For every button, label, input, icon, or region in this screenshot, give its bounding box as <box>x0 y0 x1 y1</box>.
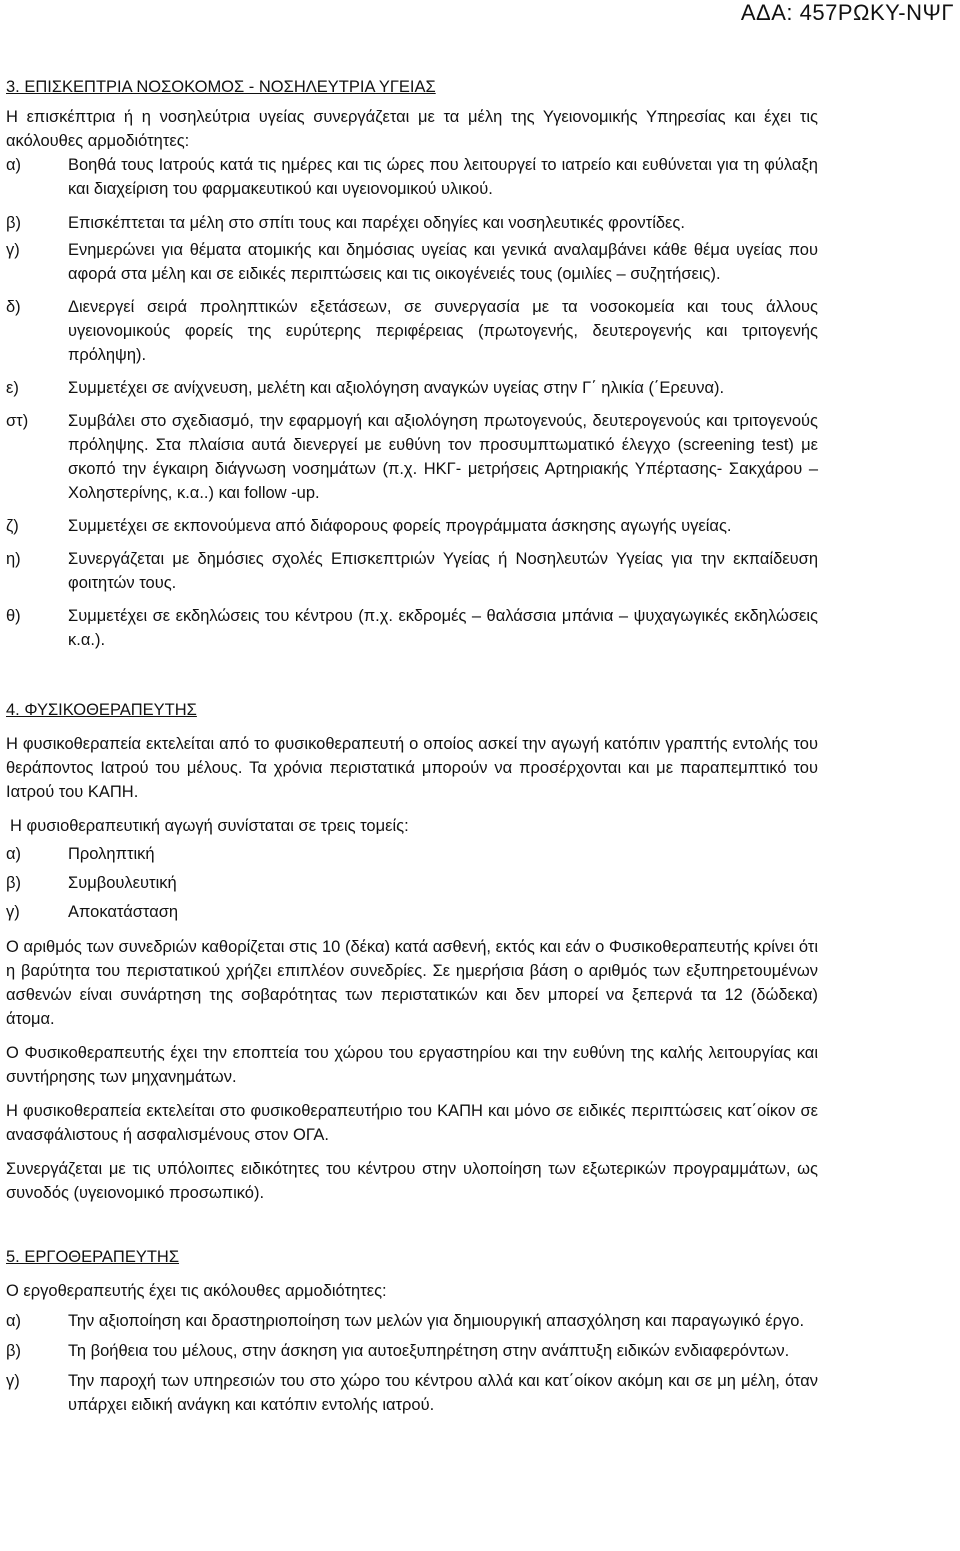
section4-para2: Η φυσιοθεραπευτική αγωγή συνίσταται σε τρεις τομείς: <box>10 817 409 835</box>
item-label: η) <box>6 550 21 568</box>
item-text: Συμβάλει στο σχεδιασμό, την εφαρμογή και αξιολόγηση πρωτογενούς, δευτερογενούς και τριτογενούς πρόληψης. Στα πλαίσια αυτά διενεργεί με ευθύνη τον προσυμπτωματικό έλεγχο (screening test) με σκοπό την έγκαιρη διάγνωση νοσημάτων (π.χ. ΗΚΓ- μετρήσεις Αρτηριακής Υπέρτασης- Σακχάρου – Χοληστερίνης, κ.α..) και follow -up. <box>68 412 818 502</box>
item-label: β) <box>6 214 21 232</box>
item-text: Συμμετέχει σε εκδηλώσεις του κέντρου (π.χ. εκδρομές – θαλάσσια μπάνια – ψυχαγωγικές εκδηλώσεις κ.α.). <box>68 607 818 649</box>
item-text: Συμβουλευτική <box>68 874 177 892</box>
item-text: Την αξιοποίηση και δραστηριοποίηση των μελών για δημιουργική απασχόληση και παραγωγικό έργο. <box>68 1312 805 1330</box>
section3-item <box>6 604 818 652</box>
item-text: Την παροχή των υπηρεσιών του στο χώρο του κέντρου αλλά και κατ΄οίκον ακόμη και σε μη μέλη, όταν υπάρχει ειδική ανάγκη και κατόπιν εντολής ιατρού. <box>68 1372 818 1414</box>
item-label: γ) <box>6 1372 20 1390</box>
item-label: β) <box>6 1342 21 1360</box>
section5-heading: 5. ΕΡΓΟΘΕΡΑΠΕΥΤΗΣ <box>6 1248 180 1266</box>
item-text: Ενημερώνει για θέματα ατομικής και δημόσιας υγείας και γενικά αναλαμβάνει κάθε θέμα υγείας που αφορά στα μέλη και σε ειδικές περιπτώσεις και τις οικογένειές τους (ομιλίες – συζητήσεις). <box>68 241 818 283</box>
item-text: Προληπτική <box>68 845 155 863</box>
sector-item <box>6 871 818 895</box>
item-text: Διενεργεί σειρά προληπτικών εξετάσεων, σε συνεργασία με τα νοσοκομεία και τους άλλους υγειονομικούς φορείς της ευρύτερης περιφέρειας (πρωτογενής, δευτερογενής και τριτογενής πρόληψη). <box>68 298 818 364</box>
item-text: Τη βοήθεια του μέλους, στην άσκηση για αυτοεξυπηρέτηση στην ανάπτυξη ειδικών ενδιαφερόντων. <box>68 1342 790 1360</box>
item-label: δ) <box>6 298 21 316</box>
section3-heading: 3. ΕΠΙΣΚΕΠΤΡΙΑ ΝΟΣΟΚΟΜΟΣ - ΝΟΣΗΛΕΥΤΡΙΑ ΥΓΕΙΑΣ <box>6 78 436 96</box>
ada-code: ΑΔΑ: 457ΡΩΚΥ-ΝΨΓ <box>740 0 954 25</box>
section3-item <box>6 238 818 286</box>
item-label: α) <box>6 845 22 863</box>
document-page <box>6 75 818 1417</box>
section4-heading: 4. ΦΥΣΙΚΟΘΕΡΑΠΕΥΤΗΣ <box>6 701 197 719</box>
item-label: ε) <box>6 379 19 397</box>
section4-para6: Συνεργάζεται με τις υπόλοιπες ειδικότητες του κέντρου στην υλοποίηση των εξωτερικών προγραμμάτων, ως συνοδός (υγειονομικό προσωπικό). <box>6 1160 818 1202</box>
section4-para1: Η φυσικοθεραπεία εκτελείται από το φυσικοθεραπευτή ο οποίος ασκεί την αγωγή κατόπιν γραπτής εντολής του θεράποντος Ιατρού του μέλους. Τα χρόνια περιστατικά μπορούν να προσέρχονται και με παραπεμπτικό του Ιατρού του ΚΑΠΗ. <box>6 735 818 801</box>
item-label: γ) <box>6 903 20 921</box>
section5-intro: Ο εργοθεραπευτής έχει τις ακόλουθες αρμοδιότητες: <box>6 1282 387 1300</box>
section5-item <box>6 1309 818 1333</box>
item-label: ζ) <box>6 517 19 535</box>
item-text: Βοηθά τους Ιατρούς κατά τις ημέρες και τις ώρες που λειτουργεί το ιατρείο και ευθύνεται για τη φύλαξη και διαχείριση του φαρμακευτικού και υγειονομικού υλικού. <box>68 156 818 198</box>
section5-item <box>6 1369 818 1417</box>
section3-item <box>6 211 818 235</box>
item-label: στ) <box>6 412 29 430</box>
item-text: Συνεργάζεται με δημόσιες σχολές Επισκεπτριών Υγείας ή Νοσηλευτών Υγείας για την εκπαίδευση φοιτητών τους. <box>68 550 818 592</box>
item-text: Αποκατάσταση <box>68 903 179 921</box>
item-label: γ) <box>6 241 20 259</box>
sector-item <box>6 900 818 924</box>
section3-item <box>6 376 818 400</box>
item-label: θ) <box>6 607 21 625</box>
item-label: α) <box>6 156 22 174</box>
item-label: α) <box>6 1312 22 1330</box>
section4-para4: Ο Φυσικοθεραπευτής έχει την εποπτεία του χώρου του εργαστηρίου και την ευθύνη της καλής λειτουργίας και συντήρησης των μηχανημάτων. <box>6 1044 818 1086</box>
section3-item <box>6 409 818 505</box>
section4-para5: Η φυσικοθεραπεία εκτελείται στο φυσικοθεραπευτήριο του ΚΑΠΗ και μόνο σε ειδικές περιπτώσεις κατ΄οίκον σε ανασφάλιστους ή ασφαλισμένους στον ΟΓΑ. <box>6 1102 818 1144</box>
item-label: β) <box>6 874 21 892</box>
section3-item <box>6 295 818 367</box>
section4-para3: Ο αριθμός των συνεδριών καθορίζεται στις 10 (δέκα) κατά ασθενή, εκτός και εάν ο Φυσικοθεραπευτής κρίνει ότι η βαρύτητα του περιστατικού χρήζει επιπλέον συνεδρίες. Σε ημερήσια βάση ο αριθμός των εξυπηρετουμένων ασθενών είναι συνάρτηση της σοβαρότητας των περιστατικών και δεν μπορεί να ξεπερνά τα 12 (δώδεκα) άτομα. <box>6 938 818 1028</box>
item-text: Συμμετέχει σε ανίχνευση, μελέτη και αξιολόγηση αναγκών υγείας στην Γ΄ ηλικία (΄Ερευνα). <box>68 379 725 397</box>
section3-intro: Η επισκέπτρια ή η νοσηλεύτρια υγείας συνεργάζεται με τα μέλη της Υγειονομικής Υπηρεσίας και έχει τις ακόλουθες αρμοδιότητες: <box>6 108 818 150</box>
item-text: Επισκέπτεται τα μέλη στο σπίτι τους και παρέχει οδηγίες και νοσηλευτικές φροντίδες. <box>68 214 685 232</box>
item-text: Συμμετέχει σε εκπονούμενα από διάφορους φορείς προγράμματα άσκησης αγωγής υγείας. <box>68 517 732 535</box>
section3-item <box>6 514 818 538</box>
section3-item <box>6 153 818 201</box>
sector-item <box>6 842 818 866</box>
section5-item <box>6 1339 818 1363</box>
section3-item <box>6 547 818 595</box>
